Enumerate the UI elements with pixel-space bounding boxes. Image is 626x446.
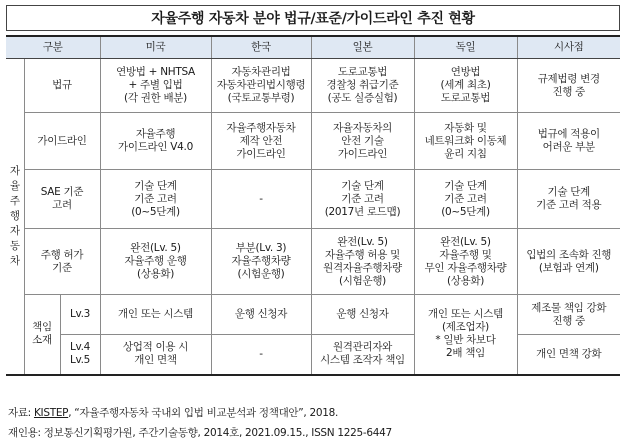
cell-sae-us: 기술 단계 기준 고려 (0~5단계) — [100, 170, 211, 229]
table-row-liability-lv3 — [6, 295, 620, 335]
status-table — [6, 35, 620, 376]
header-korea: 한국 — [211, 36, 311, 59]
cell-liability-germany: 개인 또는 시스템 (제조업자) * 일반 차보다 2배 책임 — [414, 295, 517, 375]
row-label-guideline: 가이드라인 — [24, 113, 100, 170]
cell-lv45-implications: 개인 면책 강화 — [517, 335, 620, 375]
side-label: 자율주행자동차 — [9, 164, 20, 267]
cell-guideline-japan: 자율자동차의 안전 기술 가이드라인 — [311, 113, 414, 170]
cell-law-germany: 연방법 (세계 최초) 도로교통법 — [414, 59, 517, 113]
citation-note: 재인용: 정보통신기획평가원, 주간기술동향, 2014호, 2021.09.15., ISSN 1225-6447 — [8, 427, 392, 439]
cell-lv3-implications: 제조물 책임 강화 진행 중 — [517, 295, 620, 335]
header-implications: 시사점 — [517, 36, 620, 59]
level-label-lv3: Lv.3 — [60, 295, 100, 335]
table-row-sae — [6, 170, 620, 229]
header-category: 구분 — [6, 36, 100, 59]
header-germany: 독일 — [414, 36, 517, 59]
cell-lv45-japan: 원격관리자와 시스템 조작자 책임 — [311, 335, 414, 375]
cell-sae-germany: 기술 단계 기준 고려 (0~5단계) — [414, 170, 517, 229]
source-text: , “자율주행자동차 국내외 입법 비교분석과 정책대안”, 2018. — [68, 407, 339, 419]
cell-lv3-us: 개인 또는 시스템 — [100, 295, 211, 335]
cell-law-us: 연방법 + NHTSA + 주별 입법 (각 권한 배분) — [100, 59, 211, 113]
source-prefix: 자료: — [8, 407, 34, 419]
cell-sae-japan: 기술 단계 기준 고려 (2017년 로드맵) — [311, 170, 414, 229]
cell-permit-us: 완전(Lv. 5) 자율주행 운행 (상용화) — [100, 229, 211, 295]
table-row-permit — [6, 229, 620, 295]
source-note — [8, 405, 338, 420]
cell-lv45-us: 상업적 이용 시 개인 면책 — [100, 335, 211, 375]
row-label-law: 법규 — [24, 59, 100, 113]
cell-permit-germany: 완전(Lv. 5) 자율주행 및 무인 자율주행차량 (상용화) — [414, 229, 517, 295]
cell-law-japan: 도로교통법 경찰청 취급기준 (공도 실증실험) — [311, 59, 414, 113]
cell-sae-implications: 기술 단계 기준 고려 적용 — [517, 170, 620, 229]
table-row-liability-lv45 — [6, 335, 620, 375]
cell-guideline-implications: 법규에 적용이 어려운 부분 — [517, 113, 620, 170]
cell-lv45-korea: - — [211, 335, 311, 375]
table-row-guideline — [6, 113, 620, 170]
cell-lv3-korea: 운행 신청자 — [211, 295, 311, 335]
cell-law-implications: 규제법령 변경 진행 중 — [517, 59, 620, 113]
cell-sae-korea: - — [211, 170, 311, 229]
title-box — [6, 5, 620, 31]
cell-permit-korea: 부분(Lv. 3) 자율주행차량 (시험운행) — [211, 229, 311, 295]
cell-guideline-us: 자율주행 가이드라인 V4.0 — [100, 113, 211, 170]
header-us: 미국 — [100, 36, 211, 59]
row-label-permit: 주행 허가 기준 — [24, 229, 100, 295]
row-label-sae: SAE 기준 고려 — [24, 170, 100, 229]
cell-permit-japan: 완전(Lv. 5) 자율주행 허용 및 원격자율주행차량 (시험운행) — [311, 229, 414, 295]
table-row-law — [6, 59, 620, 113]
header-row — [6, 36, 620, 59]
cell-permit-implications: 입법의 조속화 진행 (보험과 연계) — [517, 229, 620, 295]
cell-law-korea: 자동차관리법 자동차관리법시행령 (국토교통부령) — [211, 59, 311, 113]
level-label-lv45: Lv.4 Lv.5 — [60, 335, 100, 375]
side-label-cell — [6, 59, 24, 375]
page-title: 자율주행 자동차 분야 법규/표준/가이드라인 추진 현황 — [151, 11, 475, 27]
cell-lv3-japan: 운행 신청자 — [311, 295, 414, 335]
header-japan: 일본 — [311, 36, 414, 59]
source-org: KISTEP — [33, 407, 69, 419]
row-label-liability: 책임 소재 — [24, 295, 60, 375]
cell-guideline-germany: 자동화 및 네트워크화 이동체 윤리 지침 — [414, 113, 517, 170]
cell-guideline-korea: 자율주행자동차 제작 안전 가이드라인 — [211, 113, 311, 170]
